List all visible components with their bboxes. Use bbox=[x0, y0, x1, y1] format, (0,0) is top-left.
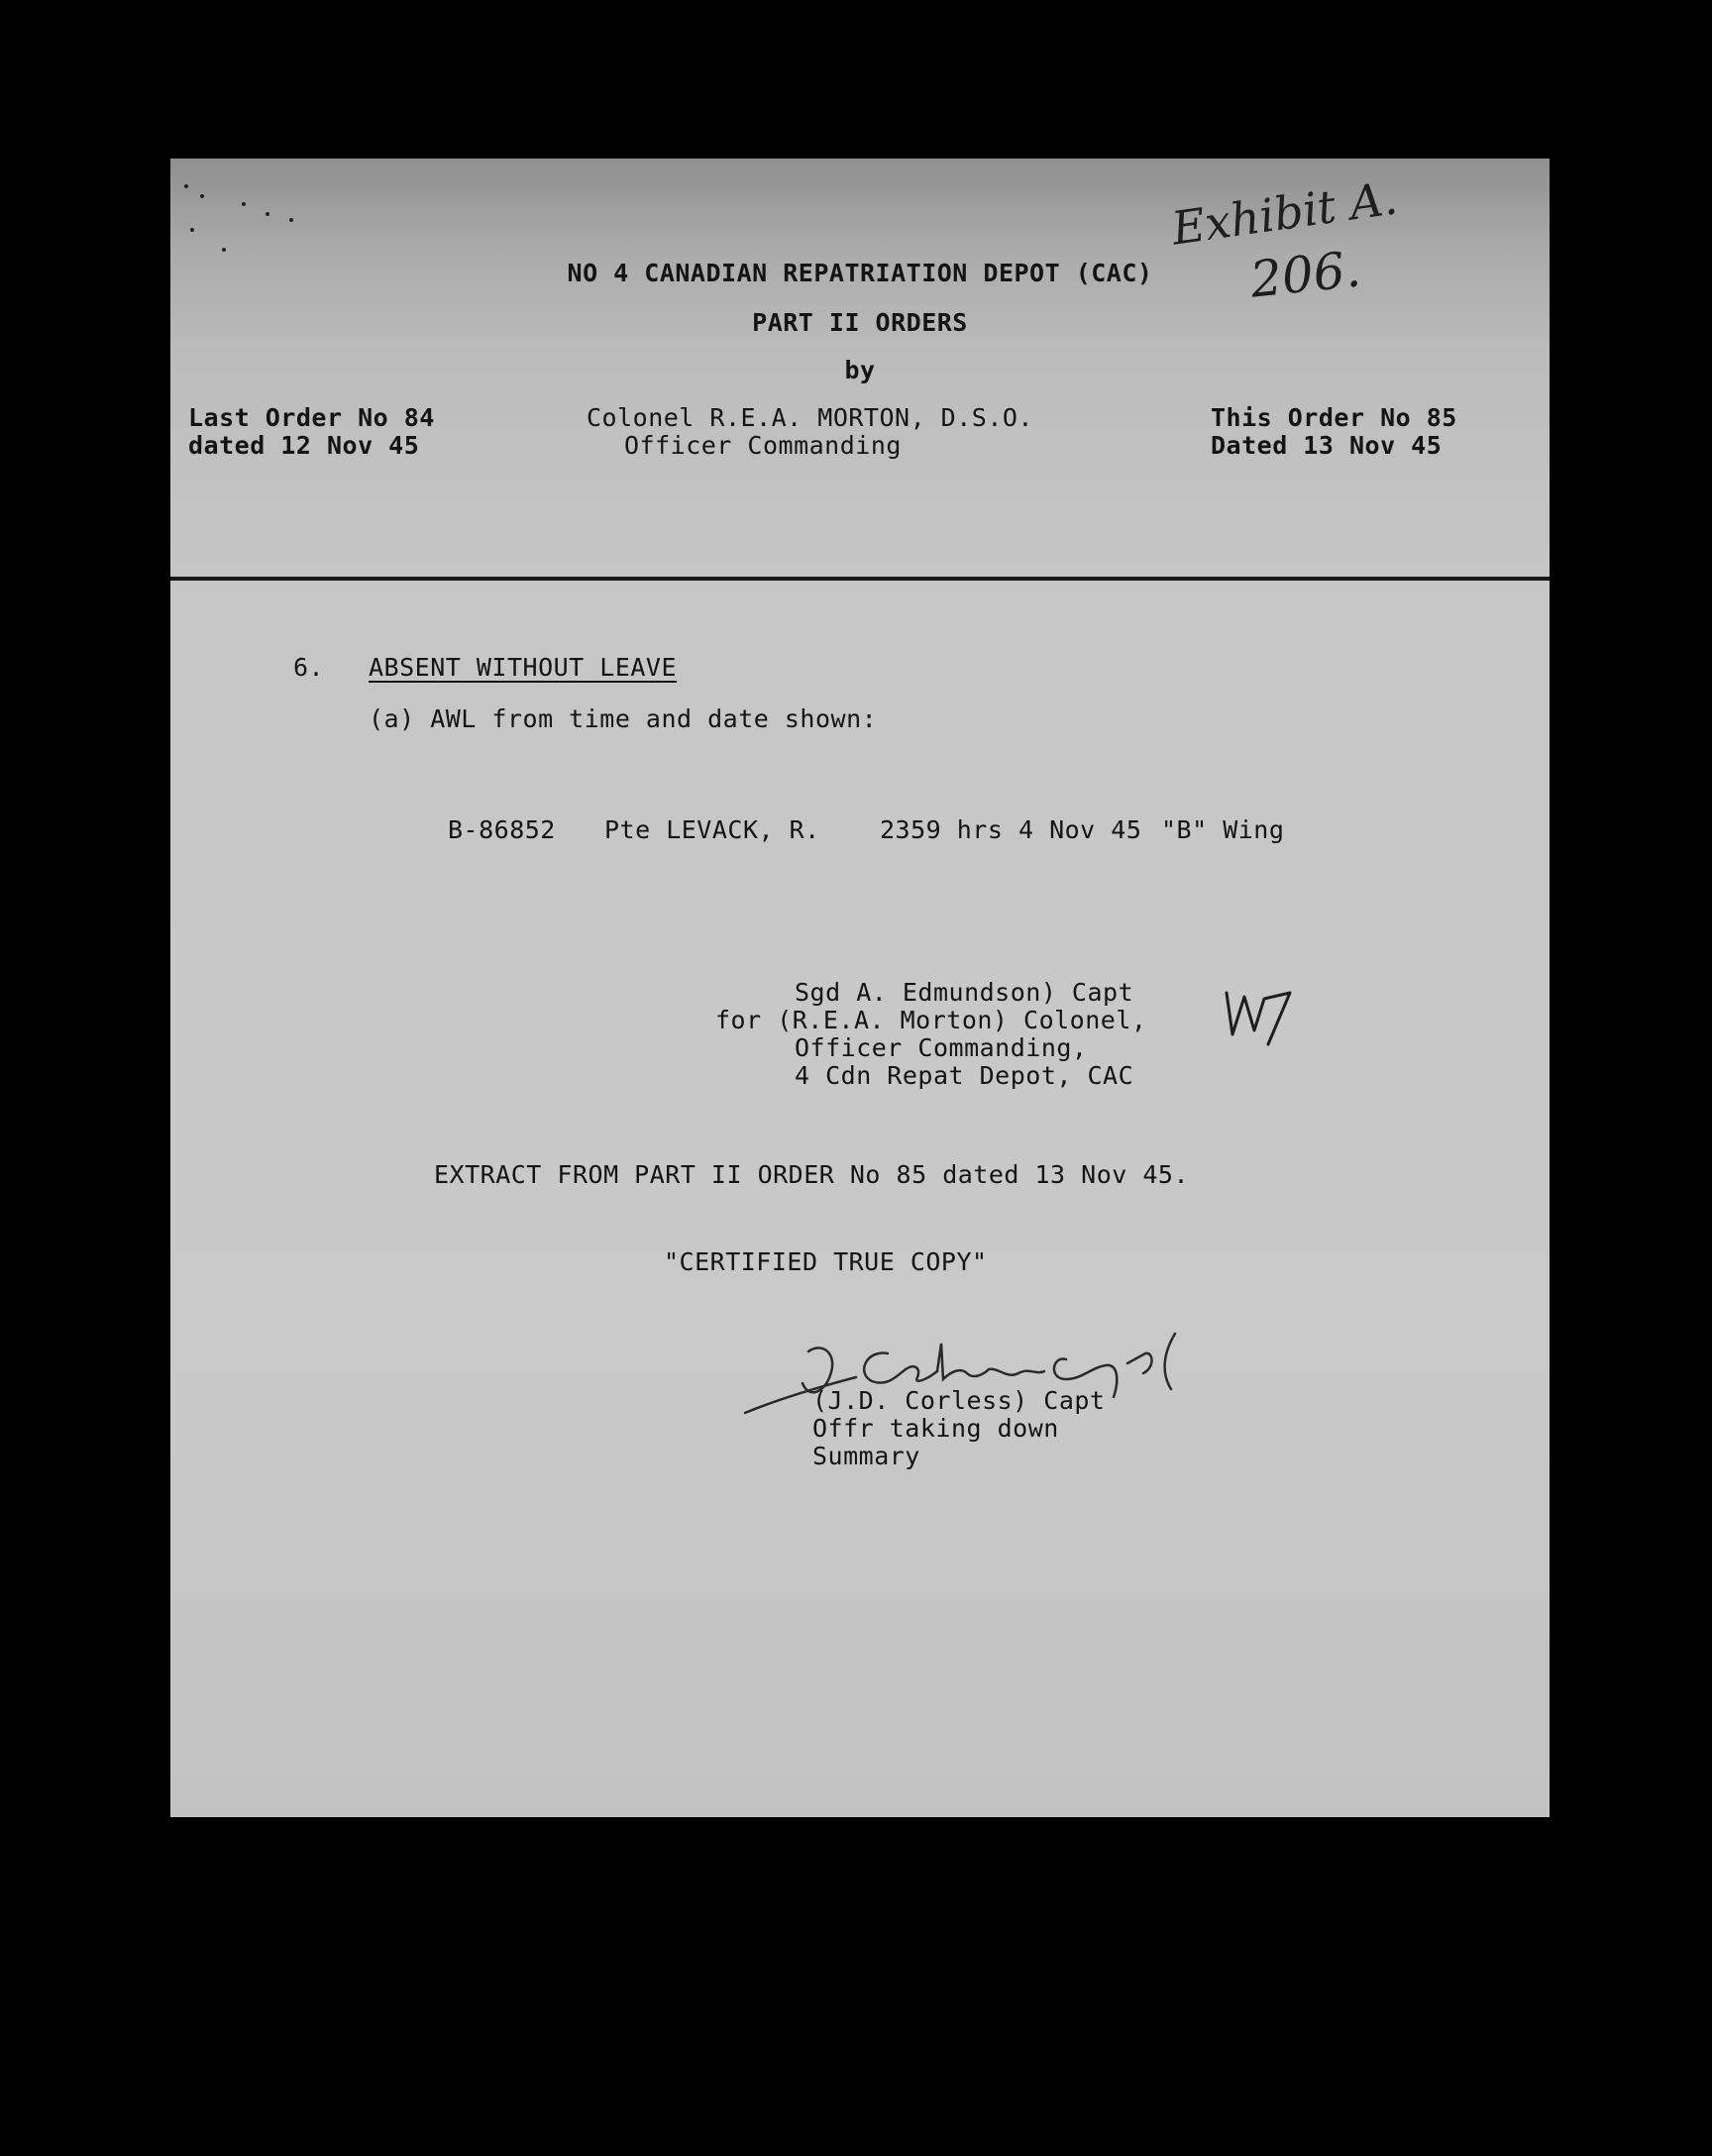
entry-service-number: B-86852 bbox=[448, 815, 556, 844]
commanding-officer-title: Officer Commanding bbox=[624, 431, 902, 460]
sub-item-text: (a) AWL from time and date shown: bbox=[369, 704, 878, 733]
entry-wing: "B" Wing bbox=[1161, 815, 1285, 844]
paper-speck bbox=[266, 212, 269, 216]
entry-time-date: 2359 hrs 4 Nov 45 bbox=[880, 815, 1142, 844]
item-number: 6. bbox=[293, 653, 325, 682]
this-order-date: Dated 13 Nov 45 bbox=[1211, 431, 1443, 460]
last-order-number: Last Order No 84 bbox=[188, 403, 435, 432]
certifier-name: (J.D. Corless) Capt bbox=[812, 1386, 1106, 1415]
unit-name: NO 4 CANADIAN REPATRIATION DEPOT (CAC) bbox=[567, 259, 1153, 287]
header-by: by bbox=[844, 356, 876, 384]
document-title: PART II ORDERS bbox=[752, 308, 968, 337]
entry-rank-name: Pte LEVACK, R. bbox=[604, 815, 820, 844]
signed-by-line: Sgd A. Edmundson) Capt bbox=[795, 978, 1134, 1007]
commanding-officer-name: Colonel R.E.A. MORTON, D.S.O. bbox=[587, 403, 1033, 432]
certifier-role-line2: Summary bbox=[812, 1442, 920, 1470]
handwritten-initials bbox=[1219, 983, 1308, 1052]
paper-speck bbox=[184, 184, 188, 188]
depot-line: 4 Cdn Repat Depot, CAC bbox=[795, 1061, 1134, 1090]
exhibit-annotation-line2: 206. bbox=[1247, 240, 1364, 309]
header-divider bbox=[170, 577, 1550, 581]
paper-speck bbox=[200, 194, 204, 198]
officer-commanding-line: Officer Commanding, bbox=[795, 1033, 1088, 1062]
this-order-number: This Order No 85 bbox=[1211, 403, 1457, 432]
on-behalf-line: for (R.E.A. Morton) Colonel, bbox=[715, 1006, 1147, 1034]
exhibit-annotation-line1: Exhibit A. bbox=[1168, 170, 1401, 256]
paper-speck bbox=[190, 228, 194, 232]
item-heading: ABSENT WITHOUT LEAVE bbox=[369, 653, 678, 682]
last-order-date: dated 12 Nov 45 bbox=[188, 431, 420, 460]
paper-speck bbox=[222, 248, 226, 252]
certifier-role-line1: Offr taking down bbox=[812, 1414, 1059, 1443]
paper-speck bbox=[289, 218, 293, 222]
document-sheet bbox=[170, 159, 1550, 1817]
certified-true-copy: "CERTIFIED TRUE COPY" bbox=[664, 1247, 988, 1276]
extract-line: EXTRACT FROM PART II ORDER No 85 dated 13 Nov 45. bbox=[434, 1160, 1190, 1189]
paper-speck bbox=[242, 202, 246, 206]
